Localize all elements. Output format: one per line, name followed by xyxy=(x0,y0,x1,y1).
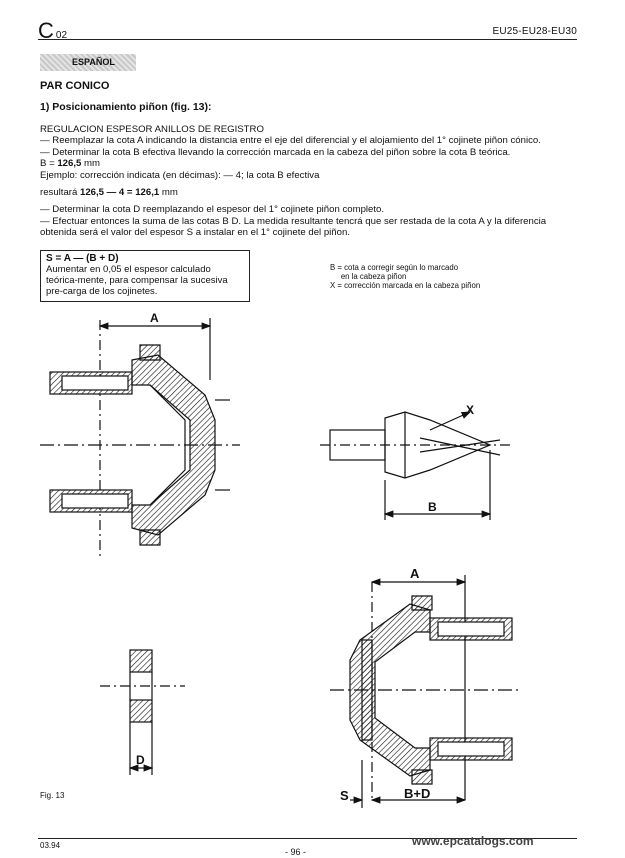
label-b: B xyxy=(428,500,437,514)
label-a-top: A xyxy=(150,311,159,325)
label-x: X xyxy=(466,403,475,417)
formula-note: Aumentar en 0,05 el espesor calculado teórica-mente, para compensar la sucesiva pre-carga de los cojinetes. xyxy=(46,264,228,297)
pinion-b-dimension xyxy=(320,412,510,520)
header-models: EU25-EU28-EU30 xyxy=(492,26,577,37)
label-s: S xyxy=(340,788,349,803)
formula: S = A — (B + D) xyxy=(46,253,119,264)
figure-caption: Fig. 13 xyxy=(40,791,65,800)
paragraph: — Determinar la cota B efectiva llevando la corrección marcada en la cabeza del piñon sobre la cota B teórica. xyxy=(40,146,511,158)
paragraph: — Efectuar entonces la suma de las cotas B D. La medida resultante tencrá que ser restada de la cota A y la diferencia obtenida será el valor del espesor S a instalar en el 1° cojinete del piñon. xyxy=(40,215,547,239)
legend-line: B = cota a corregir según lo marcado xyxy=(330,263,459,272)
paragraph: — Determinar la cota D reemplazando el espesor del 1° cojinete piñon completo. xyxy=(40,204,385,216)
paragraph: REGULACION ESPESOR ANILLOS DE REGISTRO xyxy=(40,124,264,135)
legend-line: X = corrección marcada en la cabeza piñon xyxy=(330,281,481,290)
label-a-bottom: A xyxy=(410,566,420,581)
page-number: - 96 - xyxy=(285,847,307,857)
paragraph: — Reemplazar la cota A indicando la distancia entre el eje del diferencial y el alojamiento del 1° cojinete piñon cónico. xyxy=(40,135,541,147)
header-chapter: C 02 xyxy=(38,18,68,43)
section-heading: 1) Posicionamiento piñon (fig. 13): xyxy=(40,101,212,113)
example-line: Ejemplo: corrección indicata (en décimas): — 4; la cota B efectiva xyxy=(40,169,320,181)
legend-line: en la cabeza piñon xyxy=(330,272,407,281)
watermark: www.epcatalogs.com xyxy=(412,834,534,848)
result-line: resultará 126,5 — 4 = 126,1 mm xyxy=(40,187,178,199)
language-badge: ESPAÑOL xyxy=(40,54,136,71)
label-bd: B+D xyxy=(404,786,431,801)
b-value-line: B = 126,5 mm xyxy=(40,158,101,170)
page-title: PAR CONICO xyxy=(40,80,110,92)
pinion-assembly-top-left xyxy=(40,318,240,560)
label-d: D xyxy=(136,753,145,767)
footer-date: 03.94 xyxy=(40,841,61,850)
pinion-assembly-bottom-right xyxy=(330,575,520,808)
